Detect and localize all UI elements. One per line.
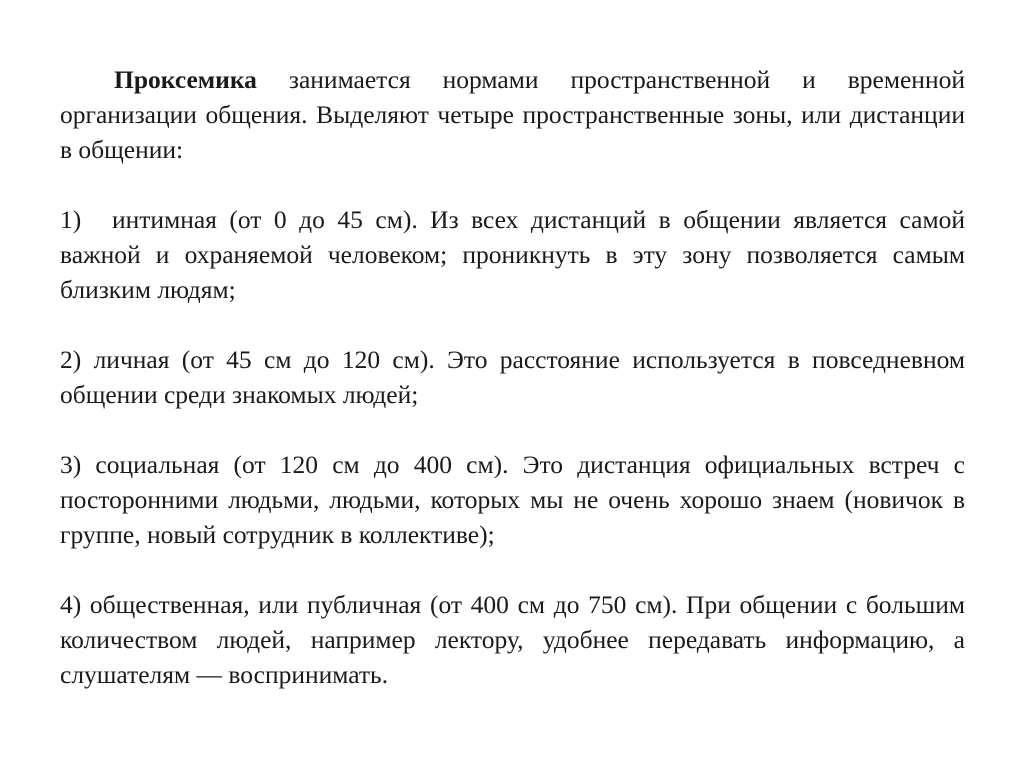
item-text: интимная (от 0 до 45 см). Из всех дистанций в общении является самой важной и охраняемой человеком; проникнуть в эту зону позволяется самым близким людям; — [60, 205, 965, 304]
item-number: 3) — [60, 450, 82, 479]
item-number: 2) — [60, 345, 82, 374]
zone-item-personal — [60, 342, 965, 412]
zone-item-intimate — [60, 202, 965, 307]
term-proxemics: Проксемика — [114, 65, 257, 94]
item-number: 4) — [60, 590, 82, 619]
document-page — [60, 62, 965, 692]
intro-paragraph — [60, 62, 965, 167]
zone-item-social — [60, 447, 965, 552]
zone-item-public — [60, 587, 965, 692]
item-number: 1) — [60, 205, 82, 234]
item-text: общественная, или публичная (от 400 см до 750 см). При общении с большим количеством людей, например лектору, удобнее передавать информацию, а слушателям — воспринимать. — [60, 590, 965, 689]
item-text: личная (от 45 см до 120 см). Это расстояние используется в повседневном общении среди знакомых людей; — [60, 345, 965, 409]
item-text: социальная (от 120 см до 400 см). Это дистанция официальных встреч с посторонними людьми, людьми, которых мы не очень хорошо знаем (новичок в группе, новый сотрудник в коллективе); — [60, 450, 965, 549]
intro-text: занимается нормами пространственной и временной организации общения. Выделяют четыре пространственные зоны, или дистанции в общении: — [60, 65, 965, 164]
